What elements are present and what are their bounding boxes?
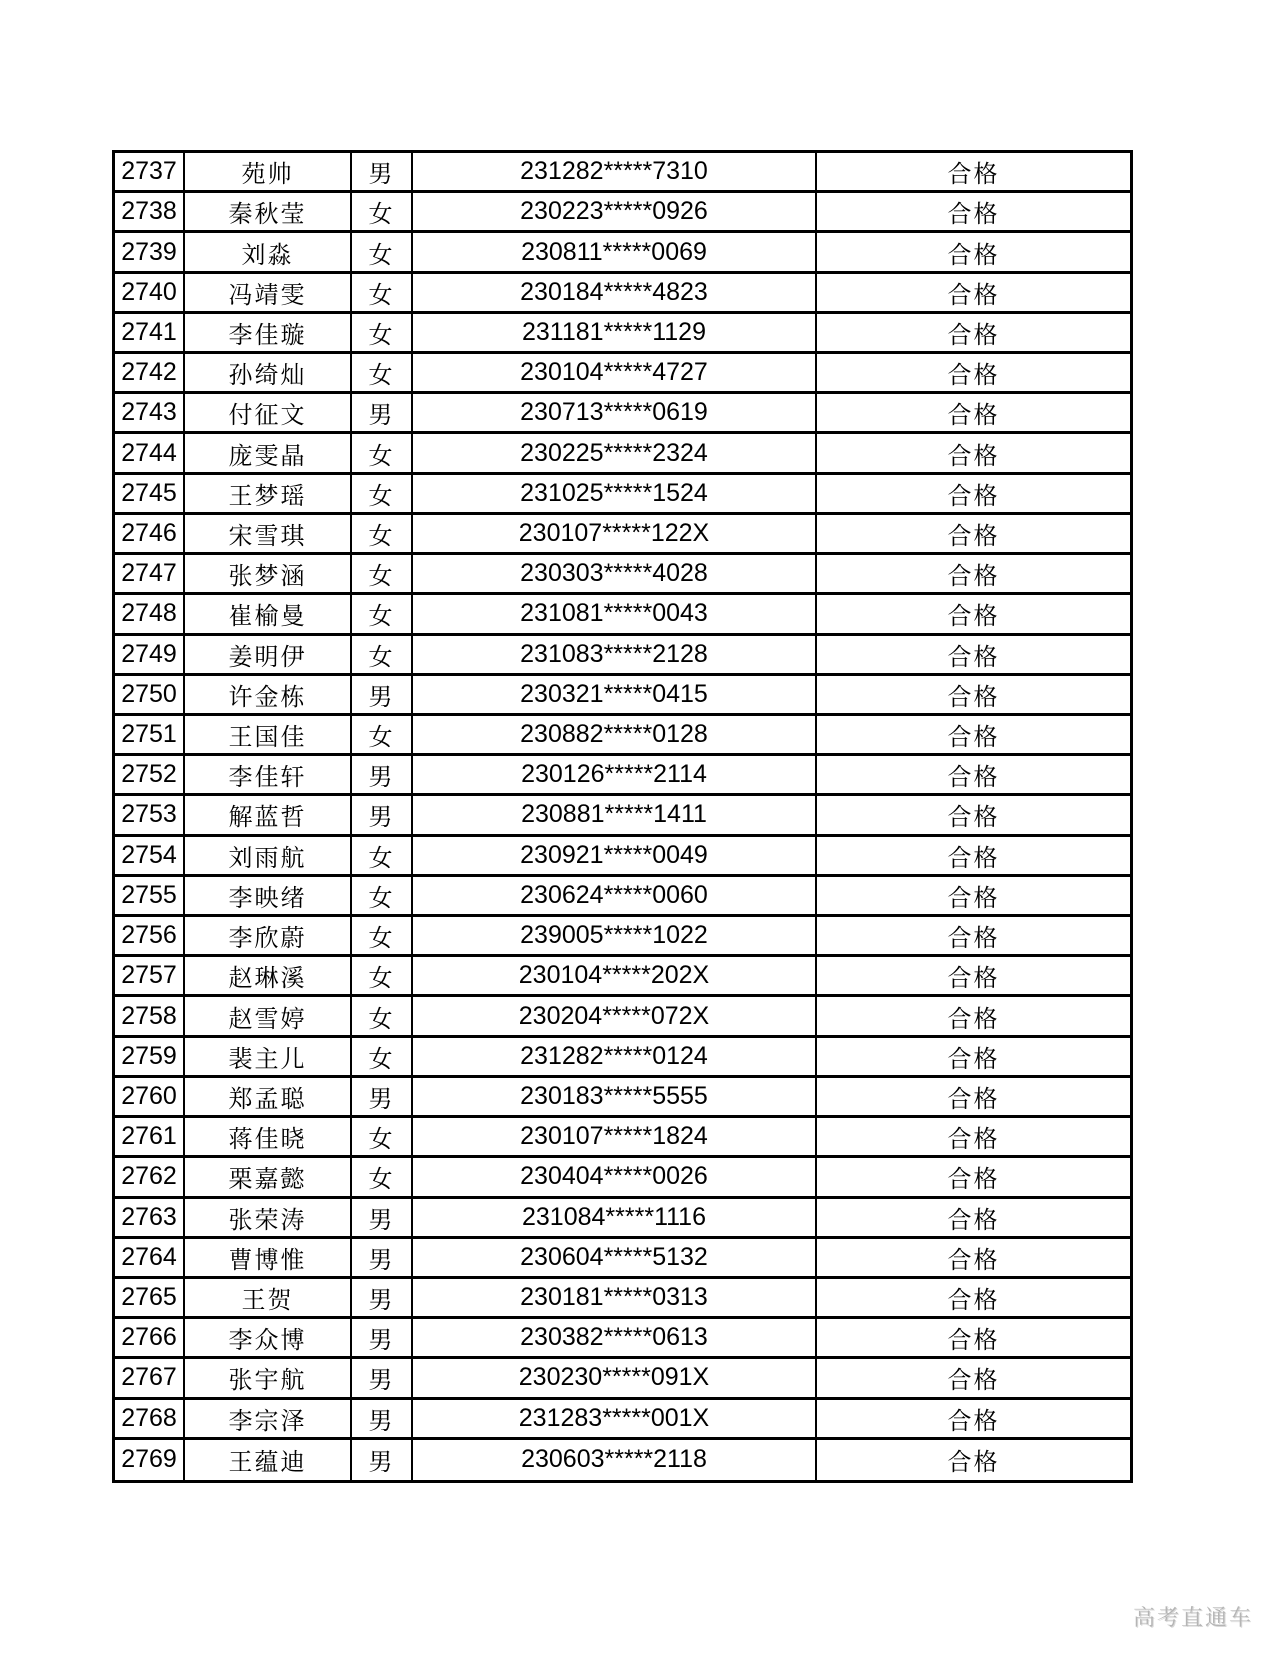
cell-name: 李映绪: [185, 877, 352, 914]
cell-result: 合格: [947, 1046, 1000, 1073]
cell-id-number: 230104*****202X: [413, 957, 817, 994]
cell-id-number: 230713*****0619: [413, 394, 817, 431]
cell-gender: 女: [352, 636, 413, 673]
cell-name: 李欣蔚: [185, 917, 352, 954]
table-row: [115, 1440, 1130, 1480]
cell-gender: 女: [352, 274, 413, 311]
cell-gender: 女: [352, 957, 413, 994]
cell-gender: 男: [352, 1319, 413, 1356]
cell-row-number: 2744: [115, 434, 185, 471]
cell-id-number: 230321*****0415: [413, 676, 817, 713]
cell-result: 合格: [947, 604, 1000, 631]
cell-id-number: 231283*****001X: [413, 1400, 817, 1437]
cell-row-number: 2740: [115, 274, 185, 311]
cell-gender: 女: [352, 233, 413, 270]
table-row: [115, 997, 1130, 1037]
cell-result: 合格: [947, 242, 1000, 269]
cell-result: 合格: [947, 1247, 1000, 1274]
cell-id-number: 230204*****072X: [413, 997, 817, 1034]
cell-name: 王梦瑶: [185, 475, 352, 512]
cell-name: 王贺: [185, 1279, 352, 1316]
cell-gender: 男: [352, 1400, 413, 1437]
cell-id-number: 230104*****4727: [413, 354, 817, 391]
watermark: 高考直通车: [1132, 1605, 1253, 1630]
cell-row-number: 2755: [115, 877, 185, 914]
cell-gender: 男: [352, 394, 413, 431]
cell-row-number: 2758: [115, 997, 185, 1034]
cell-row-number: 2752: [115, 756, 185, 793]
cell-row-number: 2764: [115, 1239, 185, 1276]
cell-row-number: 2767: [115, 1359, 185, 1396]
cell-result: 合格: [947, 403, 1000, 430]
cell-row-number: 2741: [115, 314, 185, 351]
table-row: [115, 595, 1130, 635]
cell-result: 合格: [947, 1368, 1000, 1395]
cell-row-number: 2742: [115, 354, 185, 391]
cell-result: 合格: [947, 282, 1000, 309]
table-row: [115, 515, 1130, 555]
cell-id-number: 231083*****2128: [413, 636, 817, 673]
cell-id-number: 231282*****7310: [413, 153, 817, 190]
cell-id-number: 230225*****2324: [413, 434, 817, 471]
cell-gender: 男: [352, 756, 413, 793]
cell-result: 合格: [947, 322, 1000, 349]
cell-id-number: 230604*****5132: [413, 1239, 817, 1276]
cell-result: 合格: [947, 644, 1000, 671]
cell-name: 赵雪婷: [185, 997, 352, 1034]
cell-id-number: 230881*****1411: [413, 796, 817, 833]
table-row: [115, 1199, 1130, 1239]
cell-result: 合格: [947, 1086, 1000, 1113]
cell-result: 合格: [947, 1288, 1000, 1315]
cell-name: 刘淼: [185, 233, 352, 270]
cell-result: 合格: [947, 363, 1000, 390]
cell-result: 合格: [947, 1408, 1000, 1435]
cell-id-number: 230223*****0926: [413, 193, 817, 230]
cell-row-number: 2747: [115, 555, 185, 592]
cell-name: 蒋佳晓: [185, 1118, 352, 1155]
cell-result: 合格: [947, 765, 1000, 792]
cell-id-number: 231282*****0124: [413, 1038, 817, 1075]
cell-id-number: 231081*****0043: [413, 595, 817, 632]
cell-row-number: 2753: [115, 796, 185, 833]
cell-gender: 女: [352, 515, 413, 552]
table-row: [115, 354, 1130, 394]
cell-gender: 男: [352, 1078, 413, 1115]
cell-id-number: 230107*****1824: [413, 1118, 817, 1155]
cell-result: 合格: [947, 966, 1000, 993]
cell-result: 合格: [947, 483, 1000, 510]
cell-result: 合格: [947, 564, 1000, 591]
table-row: [115, 716, 1130, 756]
table-row: [115, 957, 1130, 997]
cell-row-number: 2766: [115, 1319, 185, 1356]
cell-gender: 男: [352, 1239, 413, 1276]
cell-name: 付征文: [185, 394, 352, 431]
cell-result: 合格: [947, 725, 1000, 752]
cell-name: 孙绮灿: [185, 354, 352, 391]
cell-row-number: 2737: [115, 153, 185, 190]
cell-gender: 女: [352, 193, 413, 230]
cell-name: 李众博: [185, 1319, 352, 1356]
cell-id-number: 230230*****091X: [413, 1359, 817, 1396]
table-row: [115, 837, 1130, 877]
cell-gender: 女: [352, 354, 413, 391]
cell-name: 栗嘉懿: [185, 1158, 352, 1195]
table-row: [115, 314, 1130, 354]
table-row: [115, 1118, 1130, 1158]
cell-row-number: 2759: [115, 1038, 185, 1075]
cell-gender: 男: [352, 1279, 413, 1316]
table-row: [115, 1319, 1130, 1359]
cell-gender: 女: [352, 716, 413, 753]
cell-result: 合格: [947, 1006, 1000, 1033]
cell-gender: 女: [352, 837, 413, 874]
cell-row-number: 2739: [115, 233, 185, 270]
cell-row-number: 2768: [115, 1400, 185, 1437]
cell-name: 许金栋: [185, 676, 352, 713]
cell-gender: 女: [352, 434, 413, 471]
cell-result: 合格: [947, 845, 1000, 872]
cell-gender: 女: [352, 1118, 413, 1155]
cell-name: 赵琳溪: [185, 957, 352, 994]
cell-gender: 女: [352, 1038, 413, 1075]
table-row: [115, 917, 1130, 957]
cell-name: 刘雨航: [185, 837, 352, 874]
cell-id-number: 239005*****1022: [413, 917, 817, 954]
cell-id-number: 230184*****4823: [413, 274, 817, 311]
cell-id-number: 231181*****1129: [413, 314, 817, 351]
cell-name: 王国佳: [185, 716, 352, 753]
cell-id-number: 230107*****122X: [413, 515, 817, 552]
cell-row-number: 2754: [115, 837, 185, 874]
cell-id-number: 230624*****0060: [413, 877, 817, 914]
cell-row-number: 2745: [115, 475, 185, 512]
cell-name: 崔榆曼: [185, 595, 352, 632]
cell-result: 合格: [947, 926, 1000, 953]
cell-row-number: 2757: [115, 957, 185, 994]
cell-row-number: 2763: [115, 1199, 185, 1236]
cell-result: 合格: [947, 1450, 1000, 1477]
cell-name: 张宇航: [185, 1359, 352, 1396]
cell-name: 曹博惟: [185, 1239, 352, 1276]
table-row: [115, 434, 1130, 474]
cell-row-number: 2743: [115, 394, 185, 431]
cell-id-number: 230183*****5555: [413, 1078, 817, 1115]
table-row: [115, 1239, 1130, 1279]
cell-name: 郑孟聪: [185, 1078, 352, 1115]
table-row: [115, 1359, 1130, 1399]
cell-gender: 女: [352, 555, 413, 592]
cell-id-number: 230181*****0313: [413, 1279, 817, 1316]
cell-result: 合格: [947, 202, 1000, 229]
table-row: [115, 193, 1130, 233]
table-row: [115, 756, 1130, 796]
qualification-table: [112, 150, 1133, 1483]
cell-row-number: 2765: [115, 1279, 185, 1316]
cell-name: 李佳璇: [185, 314, 352, 351]
cell-row-number: 2769: [115, 1440, 185, 1480]
cell-gender: 男: [352, 1199, 413, 1236]
cell-gender: 女: [352, 997, 413, 1034]
table-row: [115, 475, 1130, 515]
table-row: [115, 394, 1130, 434]
table-row: [115, 1038, 1130, 1078]
cell-name: 王蕴迪: [185, 1440, 352, 1480]
cell-gender: 男: [352, 1359, 413, 1396]
table-row: [115, 1279, 1130, 1319]
cell-result: 合格: [947, 1167, 1000, 1194]
cell-gender: 男: [352, 676, 413, 713]
cell-id-number: 230921*****0049: [413, 837, 817, 874]
table-row: [115, 1158, 1130, 1198]
cell-result: 合格: [947, 885, 1000, 912]
cell-id-number: 230882*****0128: [413, 716, 817, 753]
cell-row-number: 2756: [115, 917, 185, 954]
table-row: [115, 233, 1130, 273]
cell-id-number: 230404*****0026: [413, 1158, 817, 1195]
table-row: [115, 796, 1130, 836]
cell-id-number: 231025*****1524: [413, 475, 817, 512]
cell-name: 张梦涵: [185, 555, 352, 592]
cell-result: 合格: [947, 524, 1000, 550]
cell-id-number: 230603*****2118: [413, 1440, 817, 1480]
cell-name: 张荣涛: [185, 1199, 352, 1236]
cell-row-number: 2762: [115, 1158, 185, 1195]
cell-result: 合格: [947, 443, 1000, 470]
cell-row-number: 2751: [115, 716, 185, 753]
cell-name: 秦秋莹: [185, 193, 352, 230]
cell-gender: 女: [352, 595, 413, 632]
cell-result: 合格: [947, 805, 1000, 832]
cell-id-number: 230382*****0613: [413, 1319, 817, 1356]
cell-gender: 女: [352, 1158, 413, 1195]
cell-gender: 女: [352, 917, 413, 954]
cell-result: 合格: [947, 1207, 1000, 1234]
cell-row-number: 2760: [115, 1078, 185, 1115]
table-row: [115, 1078, 1130, 1118]
cell-name: 解蓝哲: [185, 796, 352, 833]
table-row: [115, 877, 1130, 917]
cell-name: 李佳轩: [185, 756, 352, 793]
cell-result: 合格: [947, 162, 1000, 189]
cell-name: 李宗泽: [185, 1400, 352, 1437]
cell-result: 合格: [947, 1328, 1000, 1355]
table-row: [115, 1400, 1130, 1440]
cell-row-number: 2746: [115, 515, 185, 552]
cell-result: 合格: [947, 1127, 1000, 1154]
cell-name: 裴主儿: [185, 1038, 352, 1075]
cell-name: 姜明伊: [185, 636, 352, 673]
cell-gender: 男: [352, 153, 413, 190]
cell-row-number: 2750: [115, 676, 185, 713]
cell-name: 冯靖雯: [185, 274, 352, 311]
table-row: [115, 636, 1130, 676]
cell-id-number: 230126*****2114: [413, 756, 817, 793]
table-row: [115, 153, 1130, 193]
cell-gender: 女: [352, 314, 413, 351]
cell-name: 宋雪琪: [185, 515, 352, 552]
table-row: [115, 555, 1130, 595]
cell-gender: 女: [352, 475, 413, 512]
cell-name: 苑帅: [185, 153, 352, 190]
cell-row-number: 2748: [115, 595, 185, 632]
cell-result: 合格: [947, 684, 1000, 711]
cell-gender: 男: [352, 796, 413, 833]
cell-id-number: 230811*****0069: [413, 233, 817, 270]
table-row: [115, 274, 1130, 314]
cell-gender: 女: [352, 877, 413, 914]
cell-gender: 男: [352, 1440, 413, 1480]
cell-row-number: 2749: [115, 636, 185, 673]
cell-id-number: 231084*****1116: [413, 1199, 817, 1236]
cell-id-number: 230303*****4028: [413, 555, 817, 592]
cell-row-number: 2738: [115, 193, 185, 230]
cell-name: 庞雯晶: [185, 434, 352, 471]
table-row: [115, 676, 1130, 716]
cell-row-number: 2761: [115, 1118, 185, 1155]
